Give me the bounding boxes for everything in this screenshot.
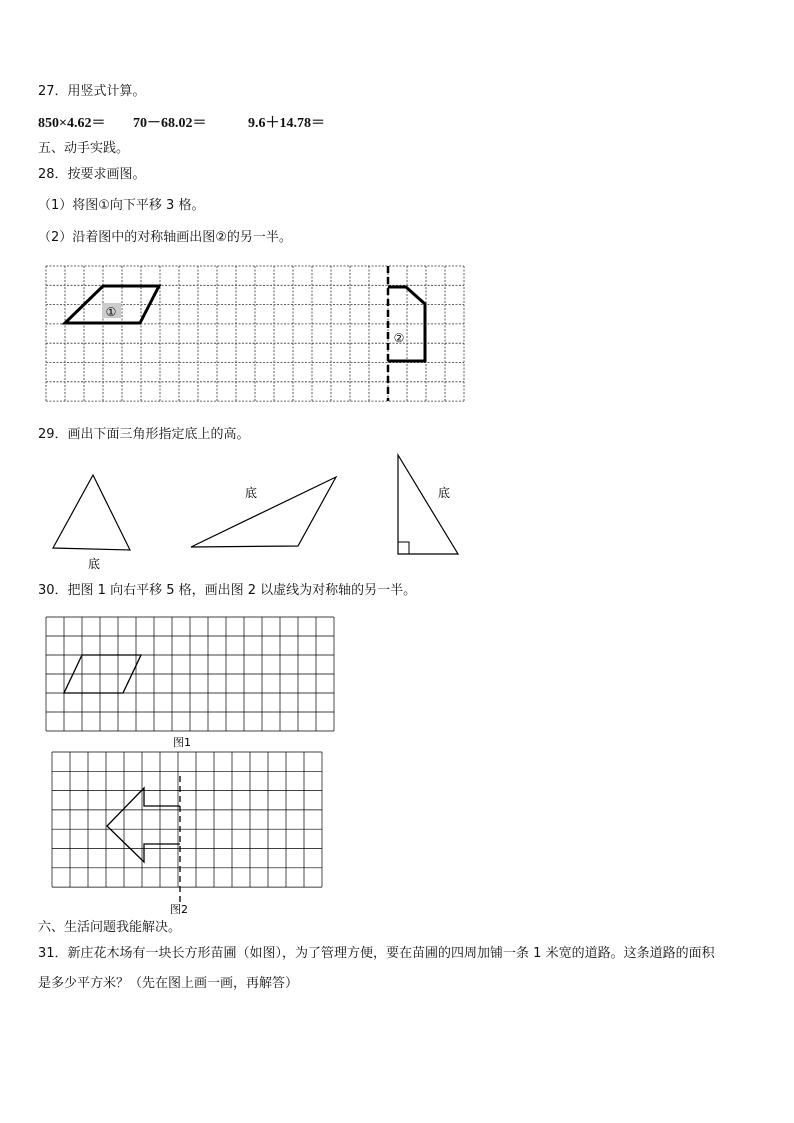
q29-title: 29．画出下面三角形指定底上的高。 [38,427,250,442]
section-5-heading: 五、动手实践。 [38,141,130,156]
fig1-caption: 图1 [173,736,191,749]
q28-part1: （1）将图①向下平移 3 格。 [38,198,205,213]
triangle-3-base-label: 底 [437,486,451,500]
q28-shape2-label: ② [393,331,405,345]
q27-title: 27．用竖式计算。 [38,84,146,99]
q31-line1: 31．新庄花木场有一块长方形苗圃（如图），为了管理方便，要在苗圃的四周加铺一条 1 米宽的道路。这条道路的面积 [38,946,715,961]
q28-shape1-label: ① [105,305,117,319]
fig2-caption: 图2 [170,903,188,916]
q31-line2: 是多少平方米？（先在图上画一画，再解答） [38,976,299,991]
triangle-1-base-label: 底 [87,557,101,571]
triangle-2-base-label: 底 [244,486,258,500]
q27-expr-3: 9.6＋14.78＝ [248,116,325,131]
q28-part2: （2）沿着图中的对称轴画出图②的另一半。 [38,230,292,245]
q28-title: 28．按要求画图。 [38,167,146,182]
q27-expr-2: 70－68.02＝ [133,116,207,131]
q30-grid-2 [52,752,322,887]
q30-title: 30．把图 1 向右平移 5 格，画出图 2 以虚线为对称轴的另一半。 [38,583,417,598]
q30-grid-1 [46,617,334,731]
q27-expr-1: 850×4.62＝ [38,116,106,131]
fig2-arrow-half [107,788,180,862]
section-6-heading: 六、生活问题我能解决。 [38,920,182,935]
